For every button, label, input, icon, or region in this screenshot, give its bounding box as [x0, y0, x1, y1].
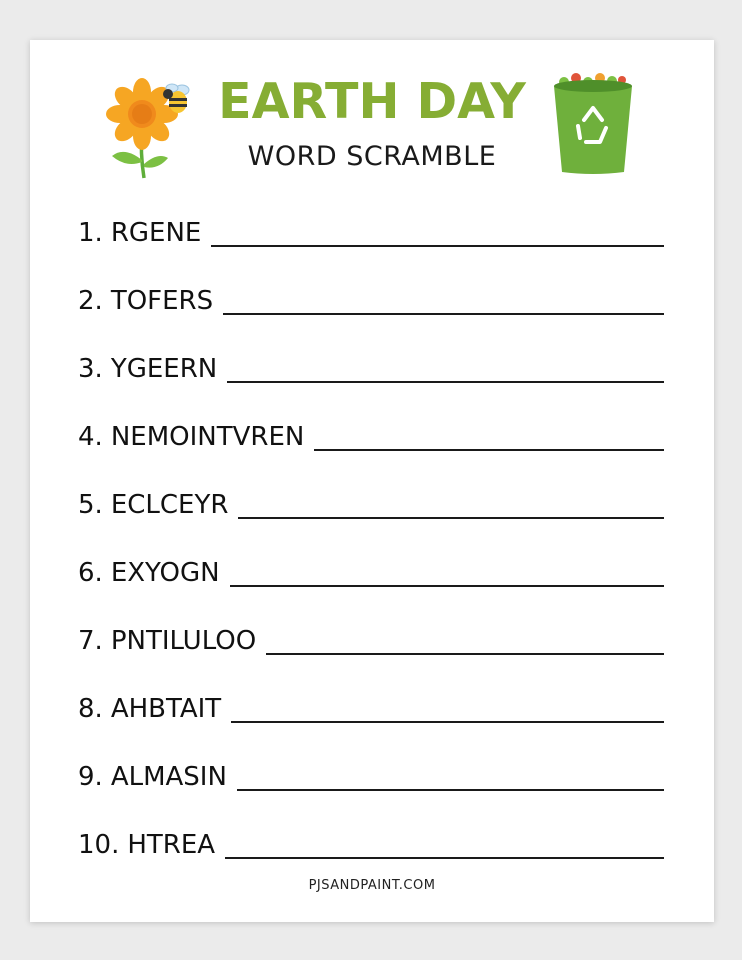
item-number: 5. — [78, 490, 103, 520]
scrambled-word: ALMASIN — [110, 762, 227, 792]
answer-line[interactable] — [314, 449, 664, 451]
item-number: 4. — [78, 422, 103, 452]
list-item — [78, 620, 664, 656]
scrambled-word: RGENE — [110, 218, 202, 248]
list-item — [78, 484, 664, 520]
scrambled-word: ECLCEYR — [110, 490, 229, 520]
item-number: 1. — [78, 218, 103, 248]
item-number: 6. — [78, 558, 103, 588]
item-number: 7. — [78, 626, 103, 656]
list-item — [78, 688, 664, 724]
list-item — [78, 824, 664, 860]
list-item — [78, 552, 664, 588]
answer-line[interactable] — [225, 857, 664, 859]
answer-line[interactable] — [230, 585, 664, 587]
scrambled-word: NEMOINTVREN — [110, 422, 305, 452]
answer-line[interactable] — [237, 789, 664, 791]
scrambled-word: TOFERS — [110, 286, 214, 316]
answer-line[interactable] — [227, 381, 664, 383]
page-title: EARTH DAY — [218, 73, 526, 130]
list-item — [78, 212, 664, 248]
scrambled-word: EXYOGN — [110, 558, 220, 588]
list-item — [78, 348, 664, 384]
list-item — [78, 280, 664, 316]
item-number: 9. — [78, 762, 103, 792]
answer-line[interactable] — [266, 653, 664, 655]
scrambled-word: HTREA — [127, 830, 216, 860]
list-item — [78, 416, 664, 452]
recycling-bin-icon — [550, 68, 636, 176]
footer-website: PJSANDPAINT.COM — [308, 878, 436, 893]
answer-line[interactable] — [231, 721, 664, 723]
page-subtitle: WORD SCRAMBLE — [247, 141, 497, 172]
scrambled-word: YGEERN — [110, 354, 218, 384]
answer-line[interactable] — [211, 245, 664, 247]
item-number: 2. — [78, 286, 103, 316]
item-number: 3. — [78, 354, 103, 384]
item-number: 8. — [78, 694, 103, 724]
scrambled-word: PNTILULOO — [110, 626, 257, 656]
item-number: 10. — [78, 830, 120, 860]
answer-line[interactable] — [238, 517, 664, 519]
worksheet-page — [30, 40, 714, 922]
list-item — [78, 756, 664, 792]
answer-line[interactable] — [223, 313, 664, 315]
scrambled-word: AHBTAIT — [110, 694, 222, 724]
